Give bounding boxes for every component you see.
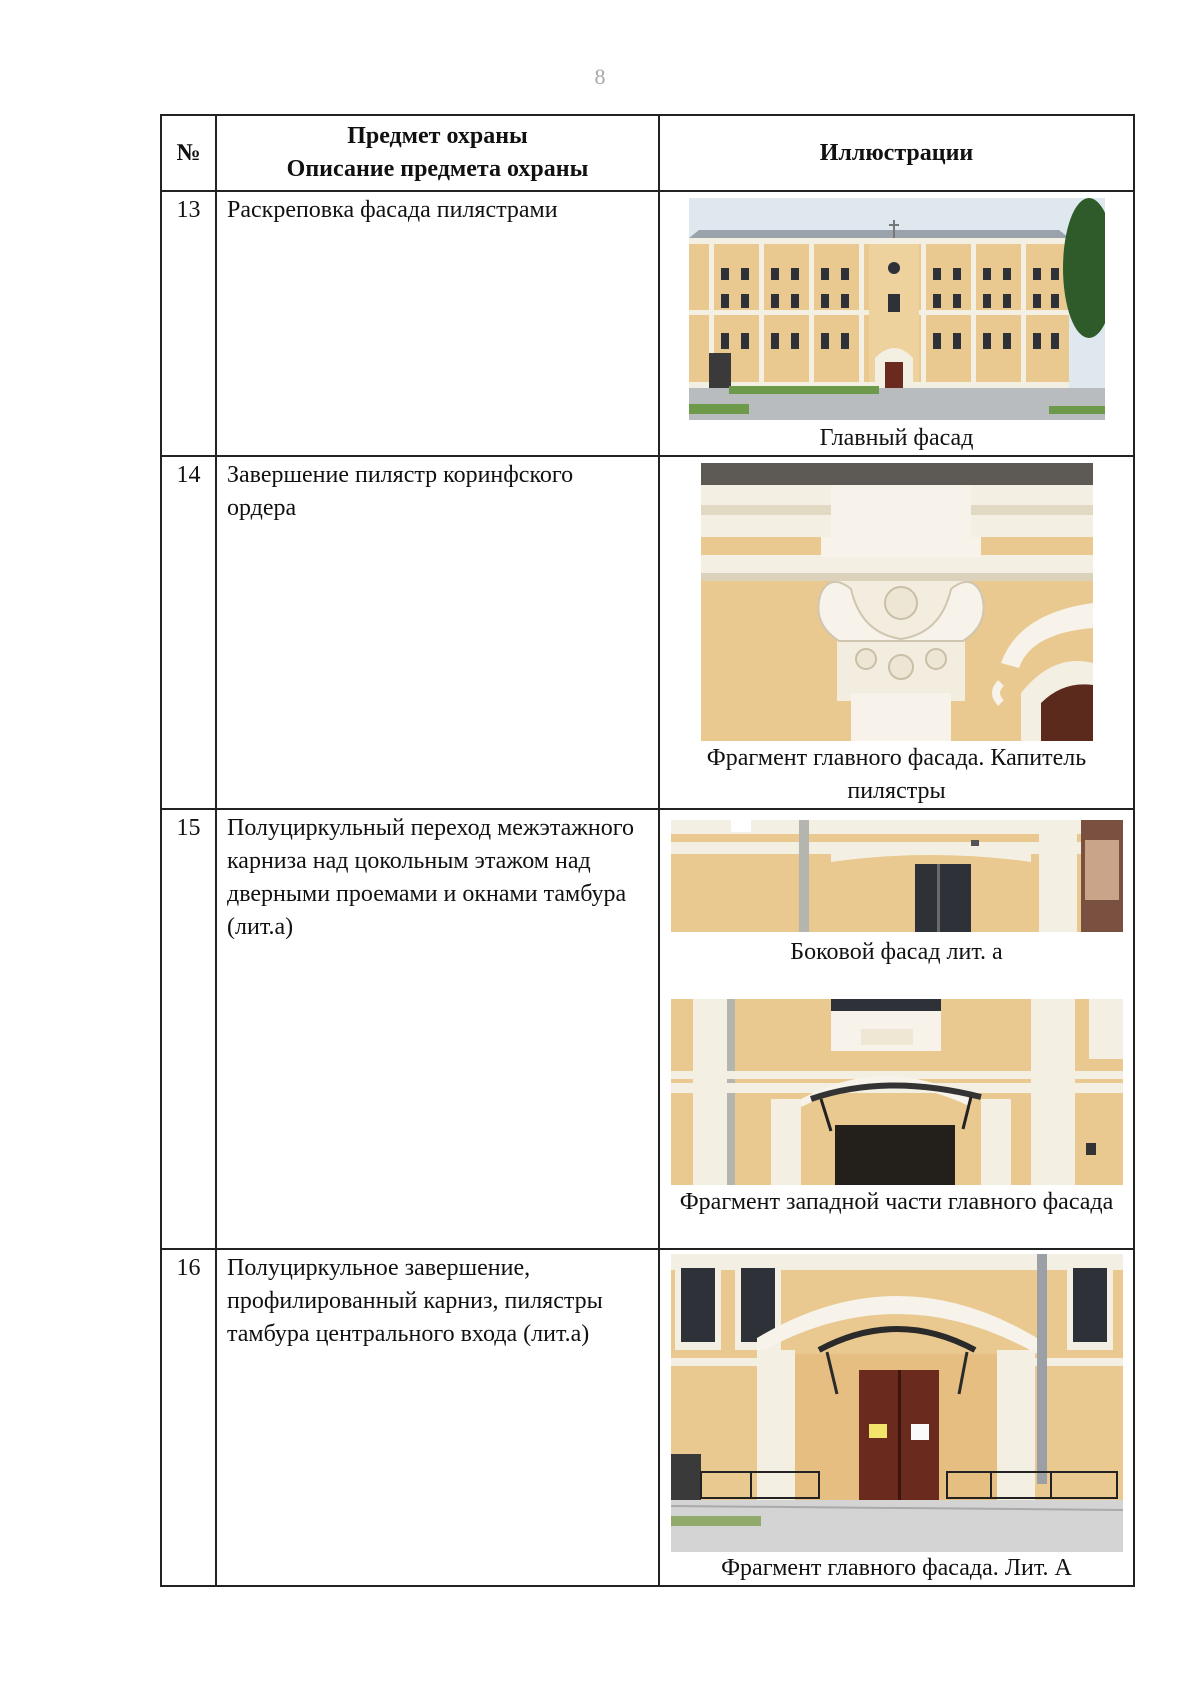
row-number: 16 — [161, 1249, 216, 1586]
row-description: Полуциркульное завершение, профилированный карниз, пилястры тамбура центрального входа (лит.а) — [216, 1249, 659, 1586]
row-illustrations — [659, 809, 1134, 1249]
caption: Главный фасад — [819, 425, 974, 451]
header-subject-description: Описание предмета охраны — [286, 156, 589, 182]
page-number: 8 — [594, 64, 606, 89]
row-description: Раскреповка фасада пилястрами — [216, 191, 659, 456]
photo-pilaster-capital — [701, 463, 1093, 741]
caption: Фрагмент главного фасада. Лит. А — [721, 1555, 1072, 1581]
table-header-row — [161, 115, 1134, 191]
caption: Фрагмент западной части главного фасада — [679, 1189, 1114, 1215]
photo-central-entrance — [671, 1254, 1123, 1552]
photo-side-facade — [671, 820, 1123, 932]
row-number: 15 — [161, 809, 216, 1249]
protection-table — [160, 114, 1135, 1587]
row-number: 13 — [161, 191, 216, 456]
header-illustrations: Иллюстрации — [659, 115, 1134, 191]
row-description: Завершение пилястр коринфского ордера — [216, 456, 659, 809]
photo-main-facade — [689, 198, 1105, 420]
caption: Боковой фасад лит. а — [790, 939, 1003, 965]
row-illustrations — [659, 191, 1134, 456]
header-number: № — [161, 115, 216, 191]
header-subject-title: Предмет охраны — [347, 123, 528, 149]
photo-west-main-facade — [671, 999, 1123, 1185]
table-row — [161, 191, 1134, 456]
table-row — [161, 809, 1134, 1249]
table-row — [161, 456, 1134, 809]
row-illustrations — [659, 1249, 1134, 1586]
caption: Фрагмент главного фасада. Капитель пилястры — [706, 745, 1087, 804]
row-number: 14 — [161, 456, 216, 809]
header-subject — [216, 115, 659, 191]
table-row — [161, 1249, 1134, 1586]
row-description: Полуциркульный переход межэтажного карниза над цокольным этажом над дверными проемами и окнами тамбура (лит.а) — [216, 809, 659, 1249]
row-illustrations — [659, 456, 1134, 809]
